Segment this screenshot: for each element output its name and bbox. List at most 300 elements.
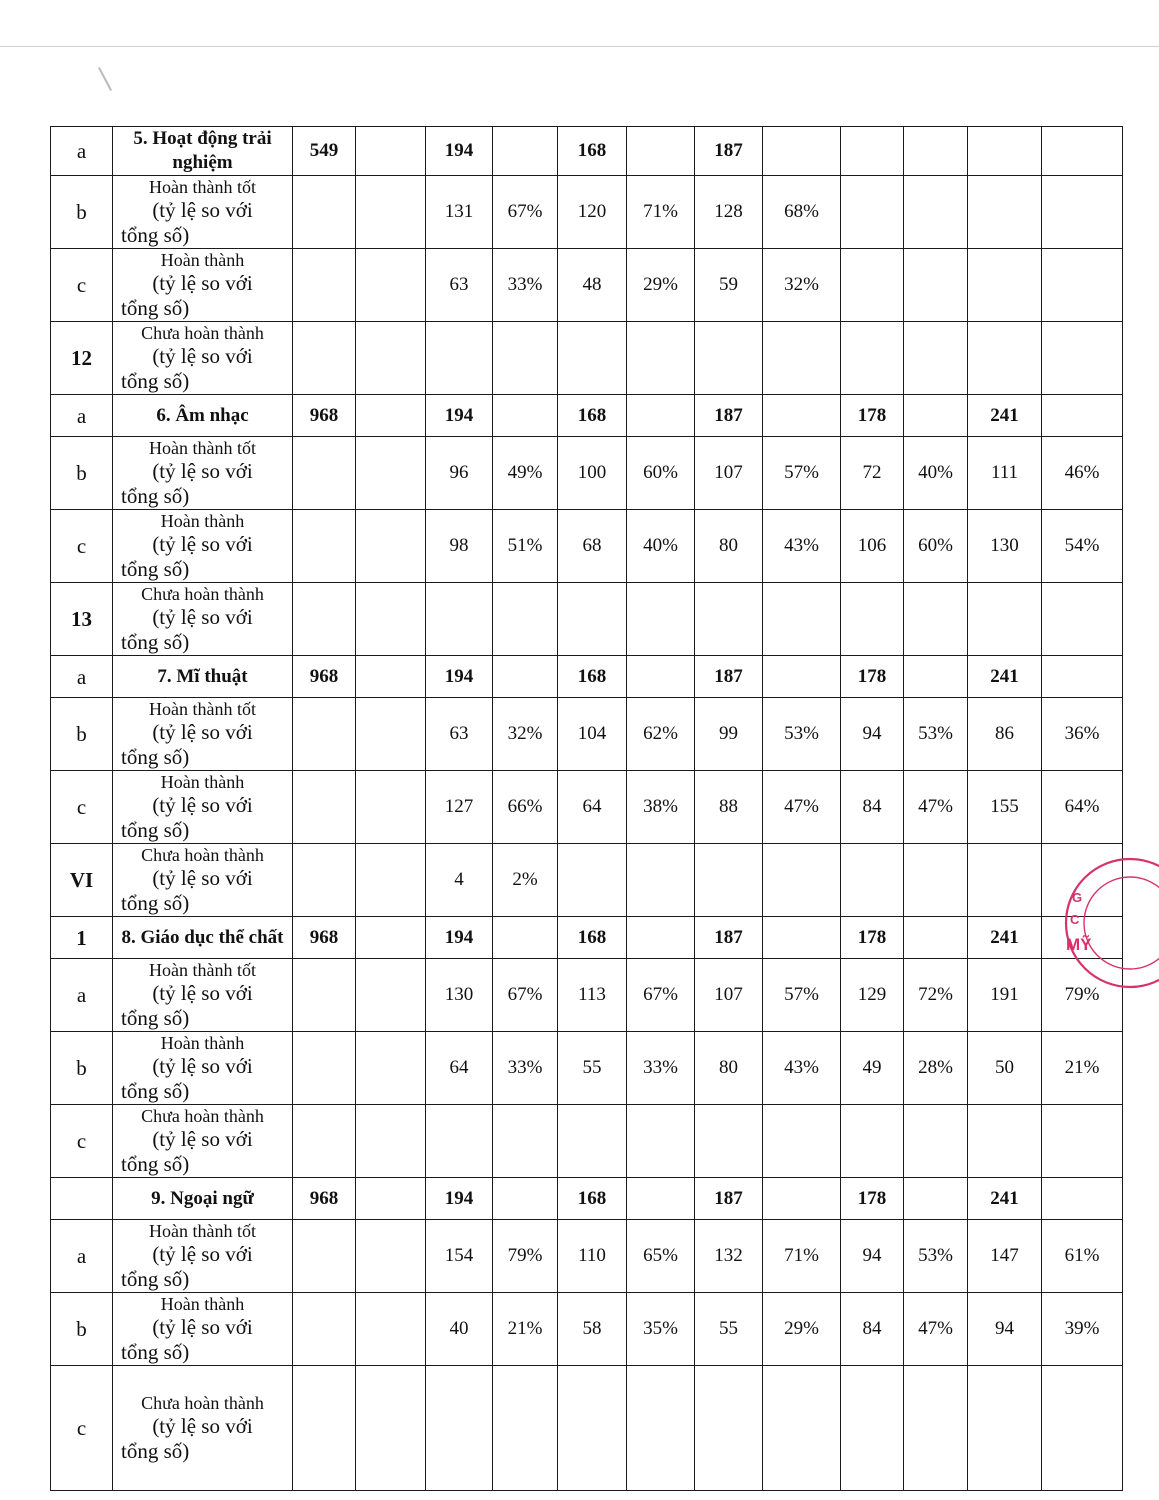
empty-total-cell <box>293 510 356 583</box>
scan-edge-line <box>0 46 1159 47</box>
count-cell: 94 <box>968 1293 1042 1366</box>
count-cell: 107 <box>695 437 763 510</box>
percent-cell: 38% <box>627 771 695 844</box>
percent-cell: 71% <box>627 176 695 249</box>
percent-cell <box>904 395 968 437</box>
empty-cell <box>356 583 426 656</box>
count-cell: 80 <box>695 510 763 583</box>
result-label-status: Hoàn thành <box>160 772 245 792</box>
empty-cell <box>356 959 426 1032</box>
percent-cell <box>763 322 841 395</box>
count-cell: 128 <box>695 176 763 249</box>
count-cell: 168 <box>558 656 627 698</box>
row-index: 12 <box>51 322 113 395</box>
stamp-text-g: G <box>1072 890 1083 905</box>
count-cell: 40 <box>426 1293 493 1366</box>
percent-cell <box>627 1366 695 1491</box>
percent-cell: 67% <box>493 176 558 249</box>
percent-cell <box>763 395 841 437</box>
subject-name: 6. Âm nhạc <box>113 395 293 437</box>
result-label-total: tổng số) <box>121 369 190 393</box>
percent-cell: 54% <box>1042 510 1123 583</box>
percent-cell <box>627 1105 695 1178</box>
count-cell: 194 <box>426 395 493 437</box>
percent-cell: 51% <box>493 510 558 583</box>
result-label <box>113 437 293 510</box>
count-cell: 84 <box>841 1293 904 1366</box>
percent-cell <box>493 656 558 698</box>
row-index: a <box>51 1220 113 1293</box>
result-label-ratio: (tỷ lệ so với <box>152 605 253 629</box>
count-cell <box>695 1366 763 1491</box>
empty-total-cell <box>293 1032 356 1105</box>
subject-row <box>51 395 1123 437</box>
result-row <box>51 249 1123 322</box>
percent-cell <box>493 322 558 395</box>
percent-cell <box>763 844 841 917</box>
percent-cell <box>763 127 841 176</box>
result-label-ratio: (tỷ lệ so với <box>152 793 253 817</box>
count-cell: 49 <box>841 1032 904 1105</box>
count-cell <box>841 1105 904 1178</box>
count-cell: 63 <box>426 698 493 771</box>
percent-cell <box>1042 844 1123 917</box>
percent-cell <box>904 322 968 395</box>
percent-cell <box>627 127 695 176</box>
empty-cell <box>356 917 426 959</box>
subject-row <box>51 1178 1123 1220</box>
result-label <box>113 771 293 844</box>
count-cell: 191 <box>968 959 1042 1032</box>
percent-cell <box>493 127 558 176</box>
result-label-ratio: (tỷ lệ so với <box>152 459 253 483</box>
count-cell: 178 <box>841 656 904 698</box>
result-label-ratio: (tỷ lệ so với <box>152 1315 253 1339</box>
count-cell: 94 <box>841 1220 904 1293</box>
subject-name: 5. Hoạt động trải nghiệm <box>113 127 293 176</box>
result-label-status: Hoàn thành tốt <box>149 960 256 980</box>
result-label-total: tổng số) <box>121 1267 190 1291</box>
percent-cell: 47% <box>763 771 841 844</box>
count-cell: 64 <box>426 1032 493 1105</box>
row-index: a <box>51 656 113 698</box>
percent-cell <box>493 1366 558 1491</box>
count-cell <box>968 1366 1042 1491</box>
result-label-ratio: (tỷ lệ so với <box>152 720 253 744</box>
percent-cell <box>493 395 558 437</box>
count-cell <box>968 127 1042 176</box>
result-label <box>113 322 293 395</box>
percent-cell <box>627 395 695 437</box>
count-cell <box>841 844 904 917</box>
result-label-total: tổng số) <box>121 1006 190 1030</box>
count-cell <box>968 583 1042 656</box>
percent-cell <box>1042 1366 1123 1491</box>
percent-cell <box>763 583 841 656</box>
table-body <box>51 127 1123 1491</box>
row-index: c <box>51 249 113 322</box>
percent-cell: 28% <box>904 1032 968 1105</box>
percent-cell: 43% <box>763 510 841 583</box>
count-cell: 178 <box>841 917 904 959</box>
empty-cell <box>356 656 426 698</box>
empty-total-cell <box>293 959 356 1032</box>
row-index: a <box>51 127 113 176</box>
empty-cell <box>356 127 426 176</box>
result-label-total: tổng số) <box>121 630 190 654</box>
percent-cell: 65% <box>627 1220 695 1293</box>
percent-cell: 33% <box>493 1032 558 1105</box>
percent-cell: 67% <box>627 959 695 1032</box>
result-label <box>113 1366 293 1491</box>
result-label-status: Hoàn thành tốt <box>149 177 256 197</box>
row-index: c <box>51 1105 113 1178</box>
subject-name: 7. Mĩ thuật <box>113 656 293 698</box>
percent-cell: 32% <box>763 249 841 322</box>
count-cell: 130 <box>968 510 1042 583</box>
subject-row <box>51 656 1123 698</box>
count-cell <box>426 1105 493 1178</box>
result-label-status: Hoàn thành <box>160 1033 245 1053</box>
result-label-total: tổng số) <box>121 557 190 581</box>
row-index: VI <box>51 844 113 917</box>
count-cell: 84 <box>841 771 904 844</box>
percent-cell: 36% <box>1042 698 1123 771</box>
empty-total-cell <box>293 249 356 322</box>
percent-cell <box>493 1105 558 1178</box>
result-label-status: Chưa hoàn thành <box>141 323 264 343</box>
result-label-status: Hoàn thành <box>160 250 245 270</box>
percent-cell: 72% <box>904 959 968 1032</box>
result-label-status: Hoàn thành tốt <box>149 1221 256 1241</box>
result-label-status: Chưa hoàn thành <box>141 845 264 865</box>
percent-cell: 79% <box>493 1220 558 1293</box>
percent-cell <box>904 583 968 656</box>
percent-cell <box>627 656 695 698</box>
percent-cell: 60% <box>904 510 968 583</box>
empty-cell <box>356 1032 426 1105</box>
percent-cell <box>1042 322 1123 395</box>
percent-cell: 57% <box>763 959 841 1032</box>
percent-cell: 62% <box>627 698 695 771</box>
count-cell <box>841 1366 904 1491</box>
count-cell <box>558 583 627 656</box>
percent-cell <box>904 656 968 698</box>
percent-cell <box>1042 1178 1123 1220</box>
count-cell: 4 <box>426 844 493 917</box>
result-label-ratio: (tỷ lệ so với <box>152 1242 253 1266</box>
count-cell: 88 <box>695 771 763 844</box>
count-cell <box>695 583 763 656</box>
result-label <box>113 698 293 771</box>
count-cell <box>968 322 1042 395</box>
percent-cell <box>1042 583 1123 656</box>
result-label-total: tổng số) <box>121 296 190 320</box>
count-cell <box>841 583 904 656</box>
count-cell <box>558 322 627 395</box>
result-label-total: tổng số) <box>121 891 190 915</box>
result-row <box>51 771 1123 844</box>
percent-cell: 33% <box>627 1032 695 1105</box>
result-row <box>51 1220 1123 1293</box>
percent-cell <box>904 917 968 959</box>
result-label-ratio: (tỷ lệ so với <box>152 866 253 890</box>
count-cell <box>695 1105 763 1178</box>
count-cell <box>426 583 493 656</box>
percent-cell: 47% <box>904 1293 968 1366</box>
result-label <box>113 1105 293 1178</box>
percent-cell: 61% <box>1042 1220 1123 1293</box>
result-label-status: Hoàn thành tốt <box>149 699 256 719</box>
subject-name: 9. Ngoại ngữ <box>113 1178 293 1220</box>
empty-cell <box>356 437 426 510</box>
count-cell <box>841 127 904 176</box>
percent-cell <box>493 917 558 959</box>
percent-cell: 43% <box>763 1032 841 1105</box>
result-label <box>113 583 293 656</box>
empty-cell <box>356 1178 426 1220</box>
count-cell: 68 <box>558 510 627 583</box>
count-cell: 55 <box>695 1293 763 1366</box>
count-cell: 194 <box>426 917 493 959</box>
count-cell <box>968 844 1042 917</box>
count-cell: 194 <box>426 1178 493 1220</box>
count-cell <box>841 176 904 249</box>
percent-cell <box>763 1366 841 1491</box>
count-cell: 96 <box>426 437 493 510</box>
result-row <box>51 322 1123 395</box>
result-label <box>113 510 293 583</box>
count-cell <box>426 1366 493 1491</box>
empty-total-cell <box>293 771 356 844</box>
empty-total-cell <box>293 844 356 917</box>
result-row <box>51 698 1123 771</box>
count-cell: 98 <box>426 510 493 583</box>
stamp-text-c: C <box>1070 912 1080 927</box>
percent-cell <box>1042 1105 1123 1178</box>
count-cell: 129 <box>841 959 904 1032</box>
result-label-total: tổng số) <box>121 818 190 842</box>
percent-cell: 29% <box>627 249 695 322</box>
empty-total-cell <box>293 1105 356 1178</box>
percent-cell: 2% <box>493 844 558 917</box>
percent-cell: 21% <box>493 1293 558 1366</box>
result-label-total: tổng số) <box>121 223 190 247</box>
result-row <box>51 1366 1123 1491</box>
count-cell: 131 <box>426 176 493 249</box>
empty-total-cell <box>293 176 356 249</box>
count-cell: 187 <box>695 127 763 176</box>
result-label-ratio: (tỷ lệ so với <box>152 1054 253 1078</box>
result-row <box>51 844 1123 917</box>
percent-cell <box>763 917 841 959</box>
result-row <box>51 583 1123 656</box>
empty-cell <box>356 1220 426 1293</box>
subject-row <box>51 127 1123 176</box>
count-cell: 154 <box>426 1220 493 1293</box>
count-cell <box>841 249 904 322</box>
count-cell: 147 <box>968 1220 1042 1293</box>
count-cell: 168 <box>558 1178 627 1220</box>
count-cell: 187 <box>695 1178 763 1220</box>
empty-total-cell <box>293 583 356 656</box>
count-cell: 194 <box>426 127 493 176</box>
empty-cell <box>356 510 426 583</box>
subject-row <box>51 917 1123 959</box>
count-cell: 127 <box>426 771 493 844</box>
percent-cell: 53% <box>904 1220 968 1293</box>
percent-cell: 53% <box>763 698 841 771</box>
percent-cell <box>627 583 695 656</box>
percent-cell: 79% <box>1042 959 1123 1032</box>
count-cell: 72 <box>841 437 904 510</box>
count-cell: 113 <box>558 959 627 1032</box>
percent-cell: 71% <box>763 1220 841 1293</box>
row-index: c <box>51 1366 113 1491</box>
percent-cell <box>1042 176 1123 249</box>
percent-cell: 46% <box>1042 437 1123 510</box>
result-label <box>113 1032 293 1105</box>
subject-total: 968 <box>293 1178 356 1220</box>
percent-cell <box>493 1178 558 1220</box>
percent-cell <box>627 1178 695 1220</box>
count-cell: 110 <box>558 1220 627 1293</box>
result-label-status: Chưa hoàn thành <box>141 1106 264 1126</box>
percent-cell: 39% <box>1042 1293 1123 1366</box>
count-cell: 187 <box>695 917 763 959</box>
empty-total-cell <box>293 437 356 510</box>
percent-cell: 33% <box>493 249 558 322</box>
count-cell: 111 <box>968 437 1042 510</box>
count-cell: 178 <box>841 1178 904 1220</box>
row-index <box>51 1178 113 1220</box>
results-table <box>50 126 1123 1491</box>
count-cell: 168 <box>558 395 627 437</box>
result-label-ratio: (tỷ lệ so với <box>152 1127 253 1151</box>
result-row <box>51 176 1123 249</box>
subject-total: 968 <box>293 395 356 437</box>
count-cell: 241 <box>968 395 1042 437</box>
row-index: c <box>51 510 113 583</box>
percent-cell <box>904 176 968 249</box>
row-index: a <box>51 395 113 437</box>
row-index: 1 <box>51 917 113 959</box>
result-label-ratio: (tỷ lệ so với <box>152 1414 253 1438</box>
result-row <box>51 1293 1123 1366</box>
row-index: b <box>51 698 113 771</box>
percent-cell: 64% <box>1042 771 1123 844</box>
count-cell: 104 <box>558 698 627 771</box>
count-cell: 48 <box>558 249 627 322</box>
percent-cell <box>1042 395 1123 437</box>
percent-cell <box>627 844 695 917</box>
subject-name: 8. Giáo dục thể chất <box>113 917 293 959</box>
result-label-total: tổng số) <box>121 1340 190 1364</box>
result-label-ratio: (tỷ lệ so với <box>152 981 253 1005</box>
result-label <box>113 844 293 917</box>
count-cell: 80 <box>695 1032 763 1105</box>
percent-cell: 32% <box>493 698 558 771</box>
count-cell: 58 <box>558 1293 627 1366</box>
count-cell: 59 <box>695 249 763 322</box>
count-cell: 194 <box>426 656 493 698</box>
percent-cell <box>1042 249 1123 322</box>
count-cell: 64 <box>558 771 627 844</box>
percent-cell <box>763 1105 841 1178</box>
count-cell <box>426 322 493 395</box>
empty-cell <box>356 1366 426 1491</box>
percent-cell: 66% <box>493 771 558 844</box>
result-label <box>113 959 293 1032</box>
result-label-total: tổng số) <box>121 1152 190 1176</box>
percent-cell: 67% <box>493 959 558 1032</box>
percent-cell: 40% <box>627 510 695 583</box>
percent-cell <box>627 322 695 395</box>
result-label-ratio: (tỷ lệ so với <box>152 344 253 368</box>
percent-cell: 40% <box>904 437 968 510</box>
empty-cell <box>356 698 426 771</box>
empty-cell <box>356 395 426 437</box>
percent-cell: 35% <box>627 1293 695 1366</box>
empty-total-cell <box>293 1293 356 1366</box>
result-label <box>113 249 293 322</box>
result-label <box>113 1293 293 1366</box>
percent-cell: 47% <box>904 771 968 844</box>
count-cell <box>968 1105 1042 1178</box>
percent-cell: 60% <box>627 437 695 510</box>
empty-total-cell <box>293 1366 356 1491</box>
empty-cell <box>356 771 426 844</box>
count-cell: 130 <box>426 959 493 1032</box>
result-row <box>51 1032 1123 1105</box>
count-cell: 178 <box>841 395 904 437</box>
count-cell: 99 <box>695 698 763 771</box>
empty-total-cell <box>293 1220 356 1293</box>
count-cell <box>558 844 627 917</box>
percent-cell <box>1042 917 1123 959</box>
count-cell: 241 <box>968 656 1042 698</box>
result-row <box>51 959 1123 1032</box>
result-label-total: tổng số) <box>121 1079 190 1103</box>
count-cell <box>968 176 1042 249</box>
empty-cell <box>356 1105 426 1178</box>
row-index: c <box>51 771 113 844</box>
count-cell: 168 <box>558 917 627 959</box>
result-row <box>51 510 1123 583</box>
count-cell: 107 <box>695 959 763 1032</box>
subject-total: 549 <box>293 127 356 176</box>
percent-cell: 29% <box>763 1293 841 1366</box>
result-label-total: tổng số) <box>121 484 190 508</box>
percent-cell <box>1042 656 1123 698</box>
row-index: a <box>51 959 113 1032</box>
count-cell <box>695 322 763 395</box>
result-label-ratio: (tỷ lệ so với <box>152 198 253 222</box>
count-cell: 94 <box>841 698 904 771</box>
percent-cell <box>763 656 841 698</box>
subject-total: 968 <box>293 917 356 959</box>
percent-cell: 57% <box>763 437 841 510</box>
percent-cell <box>627 917 695 959</box>
result-label <box>113 176 293 249</box>
percent-cell <box>904 1178 968 1220</box>
result-row <box>51 437 1123 510</box>
percent-cell: 49% <box>493 437 558 510</box>
empty-cell <box>356 844 426 917</box>
result-label-status: Hoàn thành <box>160 511 245 531</box>
empty-total-cell <box>293 698 356 771</box>
count-cell: 100 <box>558 437 627 510</box>
